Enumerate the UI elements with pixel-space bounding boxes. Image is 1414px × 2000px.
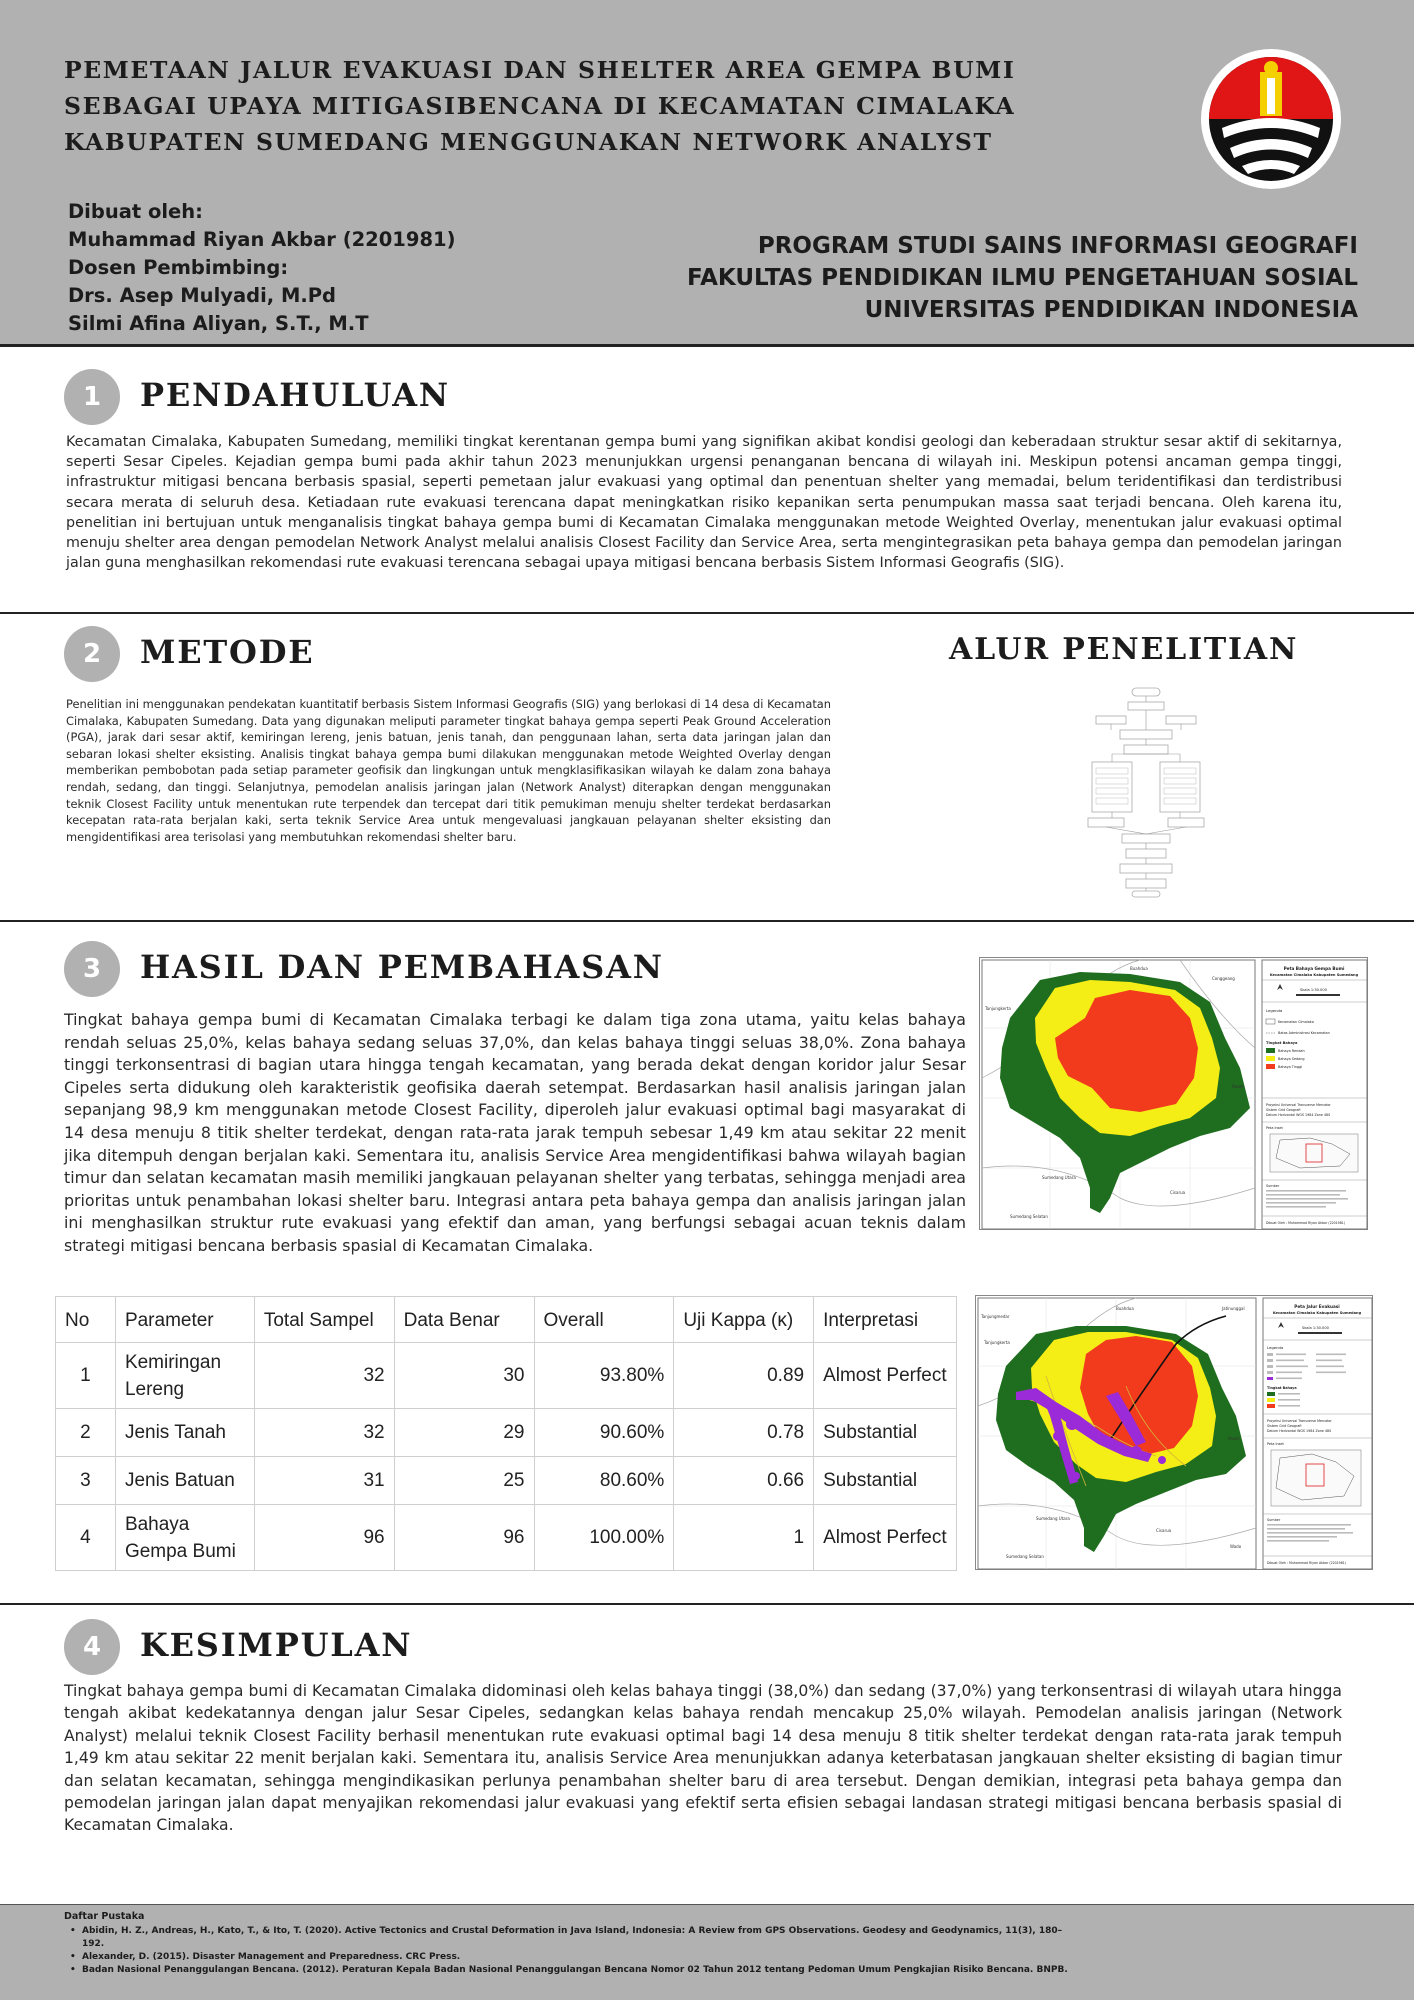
metode-text: Penelitian ini menggunakan pendekatan kuantitatif berbasis Sistem Informasi Geografis (SIG) yang berlokasi di 14 desa di Kecamatan Cimalaka, Kabupaten Sumedang. Data yang digunakan meliputi parameter tingkat bahaya gempa seperti Peak Ground Acceleration (PGA), jarak dari sesar aktif, kemiringan lereng, jenis batuan, jenis tanah, dan penggunaan lahan, serta data jaringan jalan dan sebaran lokasi shelter eksisting. Analisis tingkat bahaya gempa bumi dilakukan menggunakan metode Weighted Overlay dengan memberikan pembobotan pada setiap parameter geofisik dan lingkungan untuk mengklasifikasikan wilayah ke dalam zona bahaya rendah, sedang, dan tinggi. Selanjutnya, pemodelan analisis jaringan jalan (Network Analyst) diterapkan dengan menggunakan teknik Closest Facility untuk menentukan rute terpendek dan tercepat dari titik pemukiman menuju shelter terdekat berdasarkan kecepatan rata-rata berjalan kaki, serta teknik Service Area untuk mengevaluasi jangkauan pelayanan shelter eksisting dan mengidentifikasi area terisolasi yang membutuhkan rekomendasi shelter baru. [66,697,831,844]
table-cell: Substantial [814,1409,957,1457]
inset-map [1271,1450,1361,1506]
section-title-pendahuluan: PENDAHULUAN [140,376,450,414]
program-line: PROGRAM STUDI SAINS INFORMASI GEOGRAFI [757,233,1358,259]
hazard-map [979,957,1368,1230]
table-header: Data Benar [394,1297,534,1343]
table-cell: 100.00% [534,1505,674,1571]
table-cell: 96 [254,1505,394,1571]
legend-class-title: Tingkat Bahaya [1267,1386,1297,1390]
map-place-label: Tanjungkerta [985,1006,1011,1011]
table-row [56,1457,957,1505]
author-line: Dibuat oleh: [68,200,203,223]
table-cell: 32 [254,1409,394,1457]
poster-title: PEMETAAN JALUR EVAKUASI DAN SHELTER AREA GEMPA BUMI SEBAGAI UPAYA MITIGASIBENCANA DI KECAMATAN CIMALAKA KABUPATEN SUMEDANG MENGGUNAKAN NETWORK ANALYST [64,56,1016,156]
table-cell: 25 [394,1457,534,1505]
legend-title: Legenda [1267,1345,1284,1350]
map-place-label: Sumedang Selatan [1010,1214,1048,1219]
table-row [56,1505,957,1571]
table-cell: Bahaya Gempa Bumi [115,1505,254,1571]
research-flowchart [1082,686,1210,898]
pendahuluan-text: Kecamatan Cimalaka, Kabupaten Sumedang, memiliki tingkat kerentanan gempa bumi yang signifikan akibat kondisi geologi dan keberadaan struktur sesar aktif di sekitarnya, seperti Sesar Cipeles. Kejadian gempa bumi pada akhir tahun 2023 menunjukkan urgensi penanganan bencana di wilayah ini. Meskipun potensi ancaman gempa tinggi, infrastruktur mitigasi bencana berbasis spasial, seperti pemetaan jalur evakuasi yang optimal dan penentuan shelter yang memadai, belum teridentifikasi dan terdistribusi secara merata di seluruh desa. Ketiadaan rute evakuasi terencana dapat meningkatkan risiko kepanikan serta penumpukan massa saat terjadi bencana. Oleh karena itu, penelitian ini bertujuan untuk menganalisis tingkat bahaya gempa bumi di Kecamatan Cimalaka menggunakan metode Weighted Overlay, menentukan jalur evakuasi optimal menuju shelter area dengan pemodelan Network Analyst melalui analisis Closest Facility dan Service Area, serta mengintegrasikan peta bahaya gempa dan pemodelan jaringan jalan guna menghasilkan rekomendasi rute evakuasi terencana sebagai upaya mitigasi bencana berbasis Sistem Informasi Geografis (SIG). [66,434,1342,572]
table-header: Total Sampel [254,1297,394,1343]
legend-item: Batas Administrasi Kecamatan [1278,1031,1330,1035]
table-cell: 0.89 [674,1343,814,1409]
section-number: 3 [64,941,120,997]
legend-class-low: Bahaya Rendah [1278,1049,1305,1053]
author-block [68,198,456,338]
table-row [56,1343,957,1409]
map-place-label: Paseh [1232,1084,1244,1089]
map-scale: Skala 1:30.000 [1302,1326,1329,1330]
evacuation-map-graphic [976,1296,1374,1571]
reference-item: • Alexander, D. (2015). Disaster Management and Preparedness. CRC Press. [64,1951,1074,1964]
legend-class-high: Bahaya Tinggi [1278,1065,1303,1069]
table-cell: Jenis Tanah [115,1409,254,1457]
map-place-label: Buahdua [1116,1306,1134,1311]
upi-logo-icon [1200,48,1342,190]
table-cell: 4 [56,1505,116,1571]
map-place-label: Cisarua [1156,1528,1172,1533]
inset-title: Peta Inset [1266,1126,1283,1130]
map-place-label: Cisarua [1170,1190,1186,1195]
map-title: Peta Jalur Evakuasi [1294,1304,1340,1309]
section-divider [0,1603,1414,1605]
table-header: Interpretasi [814,1297,957,1343]
table-cell: 32 [254,1343,394,1409]
table-cell: 0.78 [674,1409,814,1457]
map-datum: Datum Horizontal WGS 1984 Zone 48S [1267,1429,1332,1433]
table-cell: Jenis Batuan [115,1457,254,1505]
author-line: Dosen Pembimbing: [68,256,289,279]
references-title: Daftar Pustaka [64,1911,145,1922]
program-line: UNIVERSITAS PENDIDIKAN INDONESIA [864,297,1358,323]
map-subtitle: Kecamatan Cimalaka Kabupaten Sumedang [1269,973,1359,977]
table-cell: 90.60% [534,1409,674,1457]
table-cell: 80.60% [534,1457,674,1505]
section-number: 4 [64,1619,120,1675]
section-title-hasil: HASIL DAN PEMBAHASAN [140,948,664,986]
author-line: Silmi Afina Aliyan, S.T., M.T [68,312,369,335]
map-place-label: Tanjungkerta [984,1340,1010,1345]
legend-class-title: Tingkat Bahaya [1266,1041,1298,1045]
kesimpulan-text: Tingkat bahaya gempa bumi di Kecamatan Cimalaka didominasi oleh kelas bahaya tinggi (38,0%) dan sedang (37,0%) yang terkonsentrasi di wilayah utara hingga tengah akibat kedekatannya dengan jalur Sesar Cipeles, sedangkan kelas bahaya rendah mencakup 25,0% wilayah. Pemodelan analisis jaringan (Network Analyst) melalui teknik Closest Facility berhasil menentukan rute evakuasi optimal bagi 14 desa menuju 8 titik shelter terdekat dengan rata-rata jarak tempuh 1,49 km atau sekitar 22 menit berjalan kaki. Sementara itu, analisis Service Area menunjukkan adanya keterbatasan jangkauan shelter eksisting di bagian timur dan selatan kecamatan, sehingga mengindikasikan perlunya penambahan shelter baru di area tersebut. Dengan demikian, integrasi peta bahaya gempa dan pemodelan jaringan jalan dapat menyajikan rekomendasi jalur evakuasi yang efektif serta efisien sebagai landasan strategi mitigasi bencana berbasis spasial di Kecamatan Cimalaka. [64,1682,1342,1835]
inset-title: Peta Inset [1267,1442,1284,1446]
legend-title: Legenda [1266,1008,1283,1013]
table-header: Uji Kappa (κ) [674,1297,814,1343]
section-number: 1 [64,369,120,425]
section-title-kesimpulan: KESIMPULAN [140,1626,413,1664]
table-row [56,1409,957,1457]
map-grid: Sistem Grid Geografi [1267,1424,1302,1428]
header-divider [0,344,1414,347]
table-header: Parameter [115,1297,254,1343]
author-line: Muhammad Riyan Akbar (2201981) [68,228,456,251]
section-divider [0,612,1414,614]
table-cell: 30 [394,1343,534,1409]
map-place-label: Jatinunggal [1222,1306,1245,1311]
section-number: 2 [64,626,120,682]
reference-item: • Abidin, H. Z., Andreas, H., Kato, T., & Ito, T. (2020). Active Tectonics and Crustal Deformation in Java Island, Indonesia: A Review from GPS Observations. Geodesy and Geodynamics, 11(3), 180–192. [64,1925,1074,1951]
table-cell: 96 [394,1505,534,1571]
legend-item: Kecamatan Cimalaka [1278,1020,1314,1024]
hazard-map-graphic [980,958,1369,1231]
table-cell: 2 [56,1409,116,1457]
section-divider [0,920,1414,922]
map-scale: Skala 1:30.000 [1300,988,1327,992]
hasil-text: Tingkat bahaya gempa bumi di Kecamatan Cimalaka terbagi ke dalam tiga zona utama, yaitu kelas bahaya rendah seluas 25,0%, kelas bahaya sedang seluas 37,0%, dan kelas bahaya tinggi seluas 38,0%. Zona bahaya tinggi terkonsentrasi di bagian utara hingga tengah kecamatan, yang berada dekat dengan koridor jalur Sesar Cipeles serta didukung oleh karakteristik geofisika daerah setempat. Berdasarkan hasil analisis jaringan jalan sepanjang 98,9 km menggunakan metode Closest Facility, diperoleh jalur evakuasi optimal bagi masyarakat di 14 desa menuju 8 titik shelter terdekat, dengan rata-rata jarak tempuh sebesar 1,49 km atau sekitar 22 menit jika ditempuh dengan berjalan kaki. Sementara itu, analisis Service Area mengidentifikasi bahwa wilayah bagian timur dan selatan kecamatan masih memiliki jangkauan pelayanan shelter yang terbatas, sehingga menjadi area prioritas untuk penambahan lokasi shelter baru. Integrasi antara peta bahaya gempa dan analisis jaringan jalan ini menghasilkan struktur rute evakuasi yang efektif dan aman, yang berfungsi sebagai acuan teknis dalam strategi mitigasi bencana berbasis spasial di Kecamatan Cimalaka. [64,1010,966,1255]
table-cell: 3 [56,1457,116,1505]
map-place-label: Wado [1230,1544,1242,1549]
table-cell: 1 [56,1343,116,1409]
table-cell: Almost Perfect [814,1343,957,1409]
reference-item: • Badan Nasional Penanggulangan Bencana. (2012). Peraturan Kepala Badan Nasional Penanggulangan Bencana Nomor 02 Tahun 2012 tentang Pedoman Umum Pengkajian Risiko Bencana. BNPB. [64,1964,1074,1977]
alur-penelitian-title: ALUR PENELITIAN [949,632,1299,667]
table-cell: 1 [674,1505,814,1571]
map-projection: Proyeksi Universal Transverse Mercator [1267,1419,1332,1423]
map-place-label: Tanjungmedar [981,1314,1010,1319]
map-place-label: Conggeang [1212,976,1235,981]
table-cell: 0.66 [674,1457,814,1505]
map-title: Peta Bahaya Gempa Bumi [1283,966,1345,971]
table-header: No [56,1297,116,1343]
references-list [64,1925,1074,1977]
evacuation-map [975,1295,1373,1570]
program-block [687,230,1358,326]
scale-bar [1296,994,1340,996]
table-cell: Almost Perfect [814,1505,957,1571]
map-place-label: Paseh [1228,1436,1240,1441]
map-place-label: Sumedang Utara [1042,1175,1076,1180]
table-cell: 31 [254,1457,394,1505]
map-place-label: Sumedang Selatan [1006,1554,1044,1559]
scale-bar [1298,1332,1342,1334]
table-header-row [56,1297,957,1343]
map-maker: Dibuat Oleh : Muhammad Riyan Akbar (2201981) [1267,1561,1347,1565]
map-subtitle: Kecamatan Cimalaka Kabupaten Sumedang [1272,1311,1362,1315]
source-title: Sumber [1266,1184,1280,1188]
map-place-label: Buahdua [1130,966,1148,971]
table-cell: Kemiringan Lereng [115,1343,254,1409]
program-line: FAKULTAS PENDIDIKAN ILMU PENGETAHUAN SOSIAL [687,265,1358,291]
map-grid: Sistem Grid Geografi [1266,1108,1301,1112]
table-cell: 29 [394,1409,534,1457]
legend-class-medium: Bahaya Sedang [1278,1057,1305,1061]
table-cell: 93.80% [534,1343,674,1409]
map-maker: Dibuat Oleh : Muhammad Riyan Akbar (2201981) [1266,1221,1346,1225]
author-line: Drs. Asep Mulyadi, M.Pd [68,284,337,307]
table-header: Overall [534,1297,674,1343]
section-title-metode: METODE [140,633,315,671]
table-cell: Substantial [814,1457,957,1505]
source-title: Sumber [1267,1518,1281,1522]
map-place-label: Sumedang Utara [1036,1516,1070,1521]
map-projection: Proyeksi Universal Transverse Mercator [1266,1103,1331,1107]
map-datum: Datum Horizontal WGS 1984 Zone 48S [1266,1113,1331,1117]
accuracy-table [55,1296,957,1571]
